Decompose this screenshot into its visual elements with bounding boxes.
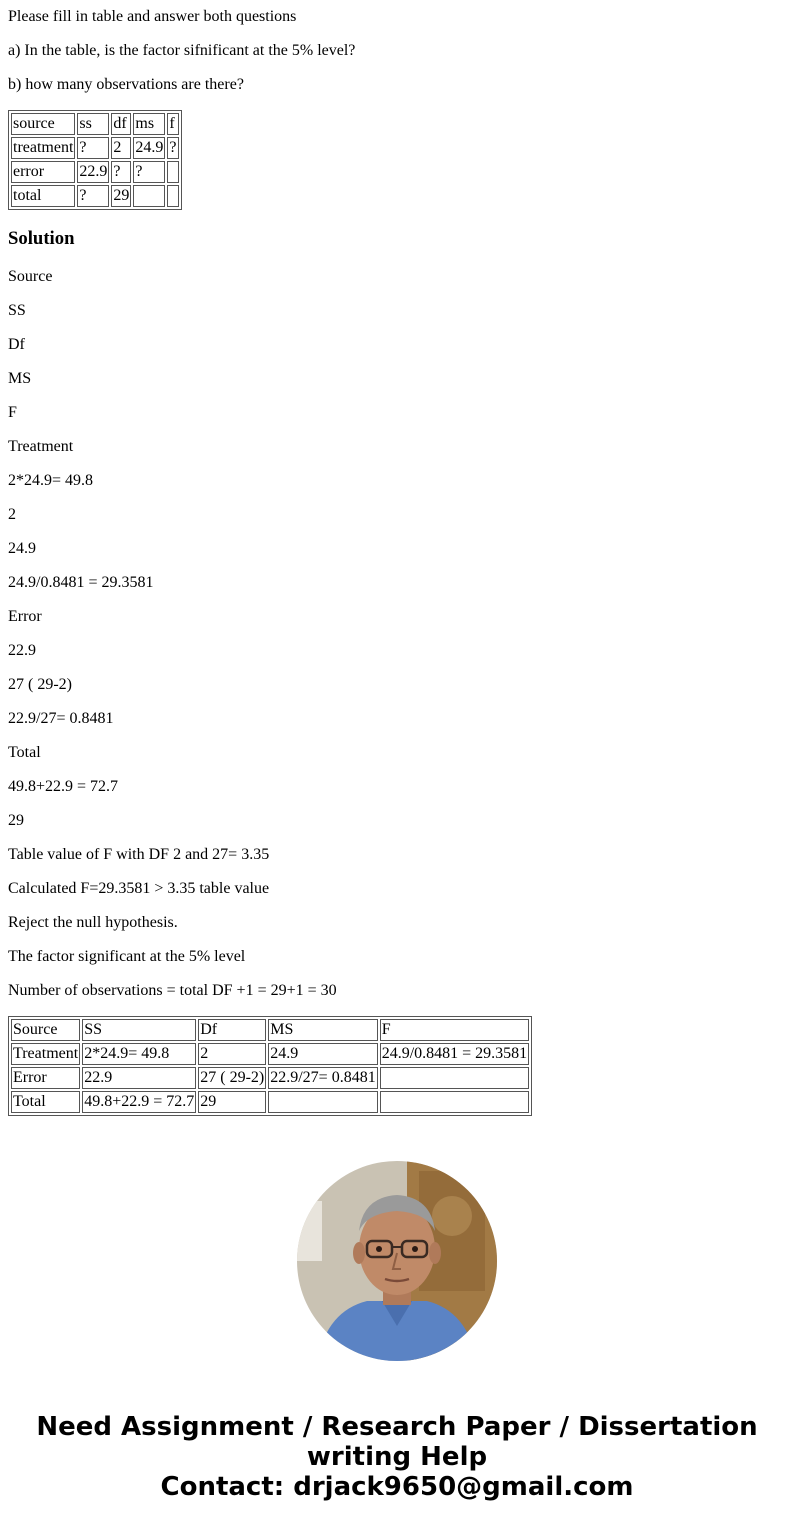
solution-line: Df xyxy=(8,336,25,353)
table-cell: 22.9 xyxy=(77,161,109,183)
contact-email: Contact: drjack9650@gmail.com xyxy=(160,1472,634,1502)
table-cell: 24.9/0.8481 = 29.3581 xyxy=(380,1043,529,1065)
table-cell: 2*24.9= 49.8 xyxy=(82,1043,196,1065)
table-cell: treatment xyxy=(11,137,75,159)
solution-line: 29 xyxy=(8,812,24,829)
solution-heading: Solution xyxy=(8,228,75,249)
contact-banner xyxy=(0,1412,794,1502)
solution-line: 22.9/27= 0.8481 xyxy=(8,710,114,727)
table-cell xyxy=(167,185,178,207)
table-header-cell: MS xyxy=(268,1019,377,1041)
table-cell: ? xyxy=(77,185,109,207)
table-row xyxy=(11,1067,529,1089)
table-cell xyxy=(268,1091,377,1113)
table-row xyxy=(11,1091,529,1113)
banner-line: writing Help xyxy=(306,1442,488,1472)
table-header-cell: source xyxy=(11,113,75,135)
table-header-cell: SS xyxy=(82,1019,196,1041)
solution-line: 2 xyxy=(8,506,16,523)
solution-line: F xyxy=(8,404,17,421)
table-cell: error xyxy=(11,161,75,183)
table-cell xyxy=(380,1091,529,1113)
solution-line: 22.9 xyxy=(8,642,36,659)
banner-line: Need Assignment / Research Paper / Dissertation xyxy=(36,1412,758,1442)
table-cell: Error xyxy=(11,1067,80,1089)
solution-line: Table value of F with DF 2 and 27= 3.35 xyxy=(8,846,270,863)
table-cell: 24.9 xyxy=(133,137,165,159)
solution-line: SS xyxy=(8,302,26,319)
table-cell xyxy=(133,185,165,207)
table-header-cell: df xyxy=(111,113,131,135)
solution-table xyxy=(8,1016,532,1116)
table-cell: 2 xyxy=(198,1043,266,1065)
table-header-cell: Df xyxy=(198,1019,266,1041)
solution-line: Total xyxy=(8,744,41,761)
table-header-cell: F xyxy=(380,1019,529,1041)
question-a: a) In the table, is the factor sifnificant at the 5% level? xyxy=(8,42,356,59)
solution-line: 24.9/0.8481 = 29.3581 xyxy=(8,574,154,591)
table-cell: 29 xyxy=(111,185,131,207)
question-b: b) how many observations are there? xyxy=(8,76,244,93)
avatar xyxy=(297,1161,497,1361)
table-cell xyxy=(167,161,178,183)
solution-line: Treatment xyxy=(8,438,74,455)
solution-line: 49.8+22.9 = 72.7 xyxy=(8,778,119,795)
table-header-cell: ss xyxy=(77,113,109,135)
table-header-cell: f xyxy=(167,113,178,135)
table-cell: total xyxy=(11,185,75,207)
table-cell: ? xyxy=(77,137,109,159)
table-header-cell: Source xyxy=(11,1019,80,1041)
table-row xyxy=(11,185,179,207)
table-cell: ? xyxy=(167,137,178,159)
table-cell: 2 xyxy=(111,137,131,159)
table-cell: 49.8+22.9 = 72.7 xyxy=(82,1091,196,1113)
table-row xyxy=(11,161,179,183)
solution-line: 27 ( 29-2) xyxy=(8,676,72,693)
table-cell xyxy=(380,1067,529,1089)
avatar-portrait-image xyxy=(297,1161,497,1361)
solution-line: 24.9 xyxy=(8,540,36,557)
table-cell: 22.9/27= 0.8481 xyxy=(268,1067,377,1089)
solution-line: Error xyxy=(8,608,42,625)
table-cell: 24.9 xyxy=(268,1043,377,1065)
document-body xyxy=(0,8,794,1116)
table-cell: Treatment xyxy=(11,1043,80,1065)
table-row xyxy=(11,1043,529,1065)
table-header-cell: ms xyxy=(133,113,165,135)
solution-line: Number of observations = total DF +1 = 29+1 = 30 xyxy=(8,982,337,999)
solution-line: Calculated F=29.3581 > 3.35 table value xyxy=(8,880,270,897)
table-row xyxy=(11,1019,529,1041)
table-cell: ? xyxy=(111,161,131,183)
solution-line: MS xyxy=(8,370,32,387)
table-cell: 29 xyxy=(198,1091,266,1113)
question-table xyxy=(8,110,182,210)
solution-line: Reject the null hypothesis. xyxy=(8,914,178,931)
table-cell: 22.9 xyxy=(82,1067,196,1089)
table-cell: ? xyxy=(133,161,165,183)
solution-line: Source xyxy=(8,268,53,285)
table-cell: Total xyxy=(11,1091,80,1113)
table-cell: 27 ( 29-2) xyxy=(198,1067,266,1089)
table-row xyxy=(11,137,179,159)
solution-line: The factor significant at the 5% level xyxy=(8,948,246,965)
table-row xyxy=(11,113,179,135)
solution-line: 2*24.9= 49.8 xyxy=(8,472,94,489)
question-intro: Please fill in table and answer both questions xyxy=(8,8,297,25)
